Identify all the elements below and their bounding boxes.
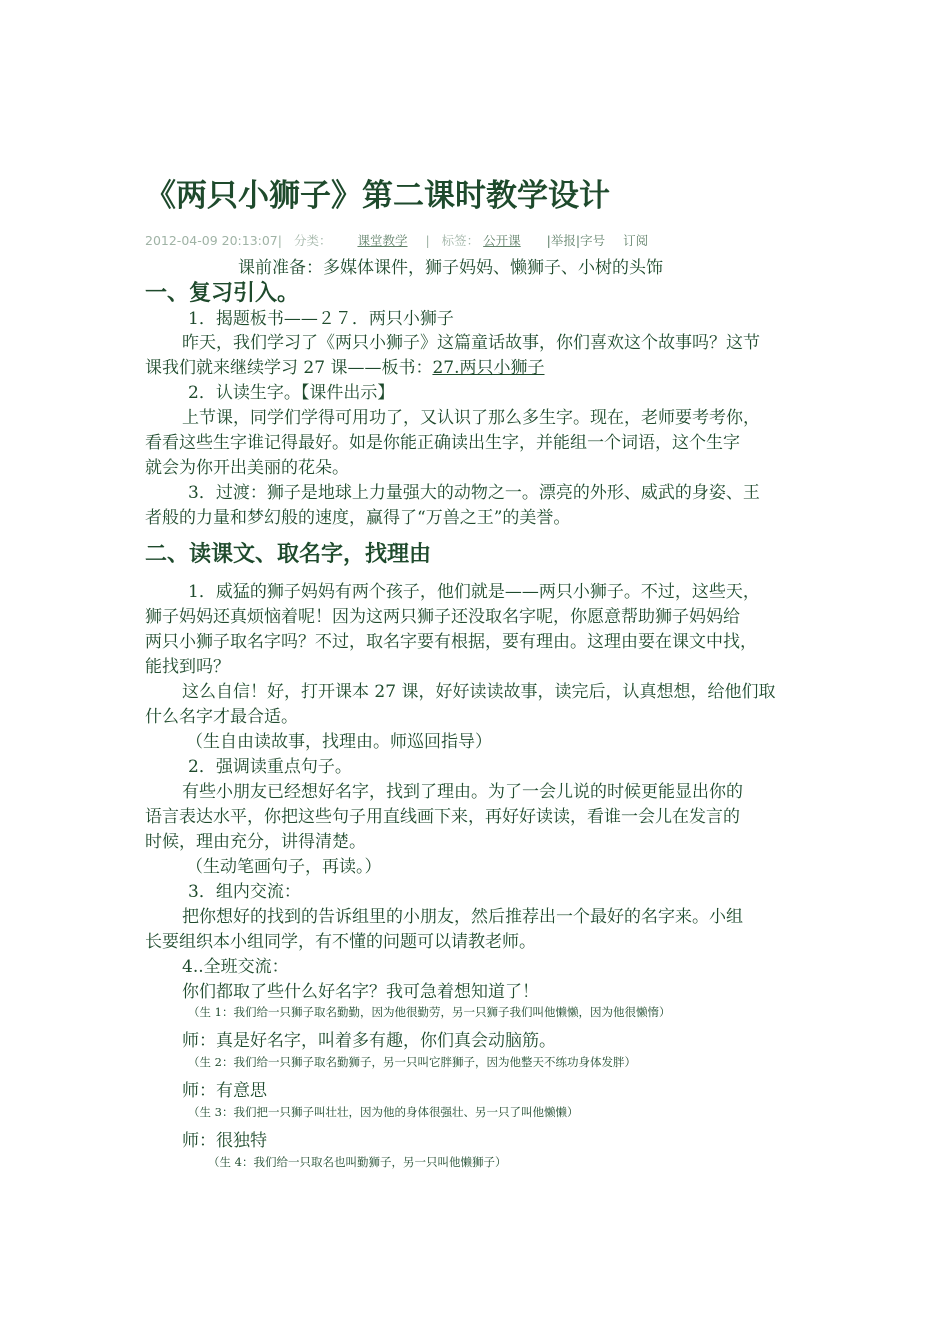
meta-separator: | [425, 233, 430, 248]
paragraph-line: 长要组织本小组同学，有不懂的问题可以请教老师。 [145, 932, 536, 952]
paragraph-line: 把你想好的找到的告诉组里的小朋友，然后推荐出一个最好的名字来。小组 [182, 907, 743, 927]
paragraph-line: 什么名字才最合适。 [145, 707, 298, 727]
paragraph-line: 就会为你开出美丽的花朵。 [145, 458, 349, 478]
paragraph-line: 两只小狮子取名字吗？不过，取名字要有根据，要有理由。这理由要在课文中找， [145, 632, 757, 652]
paragraph-line: 上节课，同学们学得可用功了，又认识了那么多生字。现在，老师要考考你， [182, 408, 760, 428]
paragraph-line: 4..全班交流： [182, 957, 289, 977]
subscribe-link[interactable]: 订阅 [623, 233, 649, 248]
paragraph-line: 昨天，我们学习了《两只小狮子》这篇童话故事，你们喜欢这个故事吗？这节 [182, 333, 760, 353]
teacher-reply-1: 师：真是好名字，叫着多有趣，你们真会动脑筋。 [182, 1031, 556, 1051]
section1-heading: 一、复习引入。 [145, 281, 300, 306]
student-answer-4: （生 4：我们给一只取名也叫勤狮子，另一只叫他懒狮子） [208, 1155, 507, 1169]
paragraph-line: 有些小朋友已经想好名字，找到了理由。为了一会儿说的时候更能显出你的 [182, 782, 743, 802]
paragraph-line: 2．认读生字。【课件出示】 [188, 383, 395, 403]
paragraph-line: 这么自信！好，打开课本 27 课，好好读读故事，读完后，认真想想，给他们取 [182, 682, 776, 702]
paragraph-line: 能找到吗？ [145, 657, 230, 677]
category-link[interactable]: 课堂教学 [357, 233, 408, 248]
board-title-underlined: 27.两只小狮子 [432, 358, 545, 378]
paragraph-line: （生动笔画句子，再读。） [186, 857, 382, 877]
paragraph-line: 者般的力量和梦幻般的速度，赢得了“万兽之王”的美誉。 [145, 508, 571, 528]
page-title: 《两只小狮子》第二课时教学设计 [145, 178, 610, 214]
paragraph-line: 看看这些生字谁记得最好。如是你能正确读出生字，并能组一个词语，这个生字 [145, 433, 740, 453]
paragraph-line: 1．威猛的狮子妈妈有两个孩子，他们就是——两只小狮子。不过，这些天， [188, 582, 760, 602]
paragraph-line: 你们都取了些什么好名字？我可急着想知道了！ [182, 982, 539, 1002]
section2-heading: 二、读课文、取名字，找理由 [145, 542, 432, 567]
post-date: 2012-04-09 20:13:07| [145, 233, 282, 248]
prep-line: 课前准备：多媒体课件，狮子妈妈、懒狮子、小树的头饰 [238, 258, 663, 278]
paragraph-line: 2．强调读重点句子。 [188, 757, 352, 777]
student-answer-3: （生 3：我们把一只狮子叫壮壮，因为他的身体很强壮、另一只了叫他懒懒） [188, 1105, 579, 1119]
teacher-reply-3: 师：很独特 [182, 1131, 267, 1151]
student-answer-1: （生 1：我们给一只狮子取名勤勤，因为他很勤劳，另一只狮子我们叫他懒懒，因为他很懒惰） [188, 1005, 671, 1019]
student-answer-2: （生 2：我们给一只狮子取名勤狮子，另一只叫它胖狮子，因为他整天不练功身体发胖） [188, 1055, 636, 1069]
paragraph-line: 语言表达水平，你把这些句子用直线画下来，再好好读读，看谁一会儿在发言的 [145, 807, 740, 827]
category-label: 分类： [293, 233, 332, 248]
tags-label: 标签： [441, 233, 480, 248]
tag-link[interactable]: 公开课 [483, 233, 521, 248]
paragraph-text: 课我们就来继续学习 27 课——板书： [145, 358, 433, 378]
paragraph-line: 时候，理由充分，讲得清楚。 [145, 832, 366, 852]
report-fontsize-links[interactable]: |举报|字号 [546, 233, 606, 248]
paragraph-line: 1．揭题板书——２７．两只小狮子 [188, 309, 454, 329]
teacher-reply-2: 师：有意思 [182, 1081, 267, 1101]
paragraph-line: （生自由读故事，找理由。师巡回指导） [186, 732, 492, 752]
paragraph-line: 狮子妈妈还真烦恼着呢！因为这两只狮子还没取名字呢，你愿意帮助狮子妈妈给 [145, 607, 740, 627]
paragraph-line: 3．组内交流： [188, 882, 301, 902]
paragraph-line [145, 353, 545, 378]
paragraph-line: 3．过渡：狮子是地球上力量强大的动物之一。漂亮的外形、威武的身姿、王 [188, 483, 760, 503]
post-meta [145, 231, 648, 249]
